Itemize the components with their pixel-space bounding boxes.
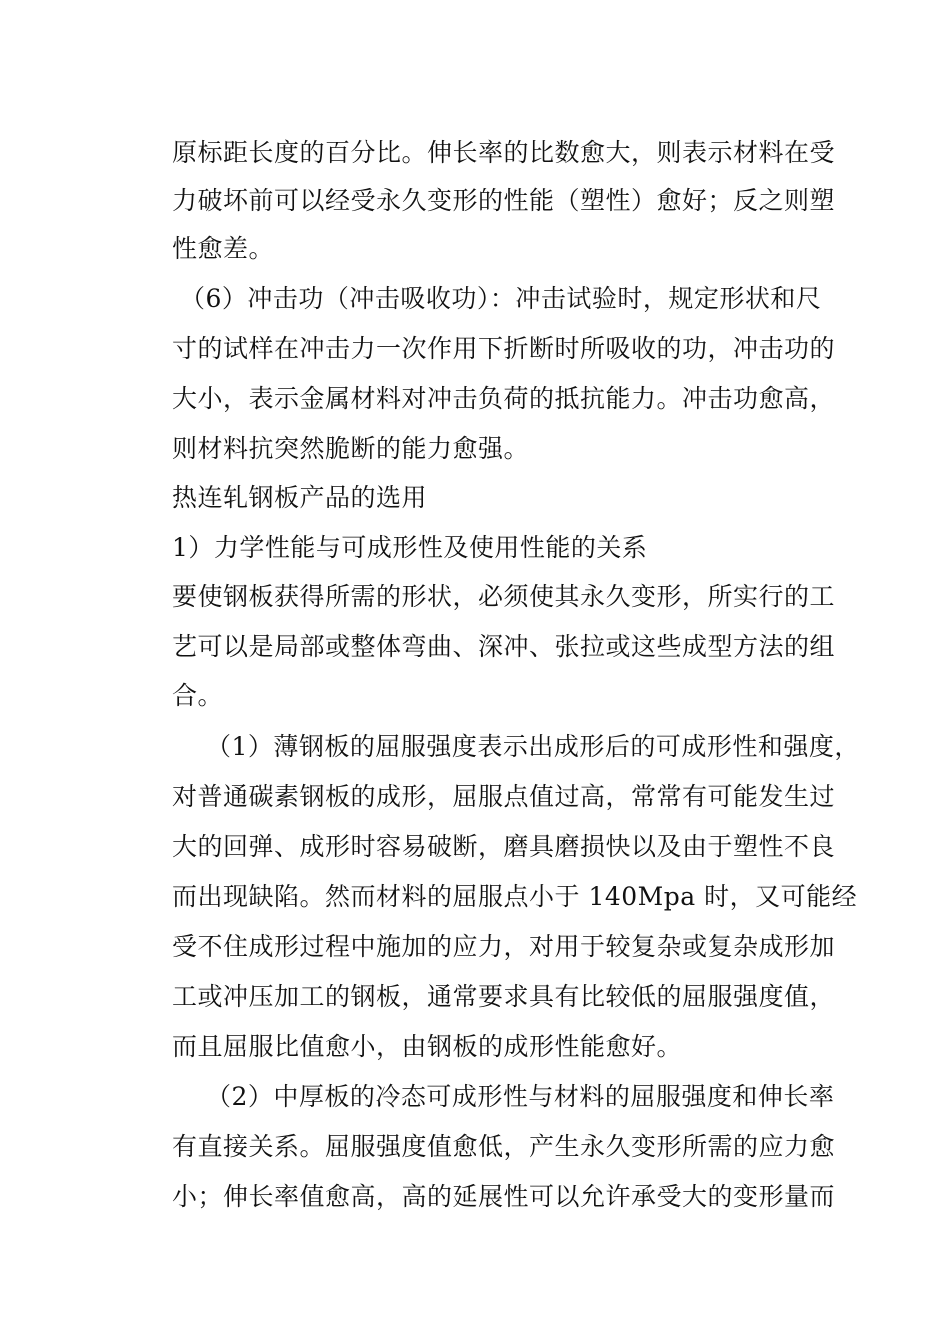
text-line: 而出现缺陷。然而材料的屈服点小于 140Mpa 时，又可能经 (172, 882, 858, 911)
text-line: 有直接关系。屈服强度值愈低，产生永久变形所需的应力愈 (172, 1132, 836, 1161)
text-line: 要使钢板获得所需的形状，必须使其永久变形，所实行的工 (172, 582, 836, 611)
text-line: 合。 (172, 681, 224, 710)
text-line: 受不住成形过程中施加的应力，对用于较复杂或复杂成形加 (172, 932, 836, 961)
text-line: 而且屈服比值愈小，由钢板的成形性能愈好。 (172, 1032, 683, 1061)
text-line: 性愈差。 (172, 234, 275, 263)
text-line: 工或冲压加工的钢板，通常要求具有比较低的屈服强度值， (172, 982, 836, 1011)
text-line: 原标距长度的百分比。伸长率的比数愈大，则表示材料在受 (172, 138, 836, 167)
section-heading: 热连轧钢板产品的选用 (172, 483, 428, 512)
text-line: 对普通碳素钢板的成形，屈服点值过高，常常有可能发生过 (172, 782, 836, 811)
text-line: 小；伸长率值愈高，高的延展性可以允许承受大的变形量而 (172, 1182, 836, 1211)
text-line: 力破坏前可以经受永久变形的性能（塑性）愈好；反之则塑 (172, 186, 836, 215)
text-line: （1）薄钢板的屈服强度表示出成形后的可成形性和强度， (206, 732, 860, 761)
text-line: （2）中厚板的冷态可成形性与材料的屈服强度和伸长率 (206, 1082, 835, 1111)
text-line: 大的回弹、成形时容易破断，磨具磨损快以及由于塑性不良 (172, 832, 836, 861)
text-line: 艺可以是局部或整体弯曲、深冲、张拉或这些成型方法的组 (172, 632, 836, 661)
text-line: （6）冲击功（冲击吸收功）：冲击试验时，规定形状和尺 (180, 284, 822, 313)
text-line: 则材料抗突然脆断的能力愈强。 (172, 434, 530, 463)
text-line: 大小，表示金属材料对冲击负荷的抵抗能力。冲击功愈高， (172, 384, 836, 413)
text-line: 寸的试样在冲击力一次作用下折断时所吸收的功，冲击功的 (172, 334, 836, 363)
subsection-heading: 1）力学性能与可成形性及使用性能的关系 (172, 533, 648, 562)
